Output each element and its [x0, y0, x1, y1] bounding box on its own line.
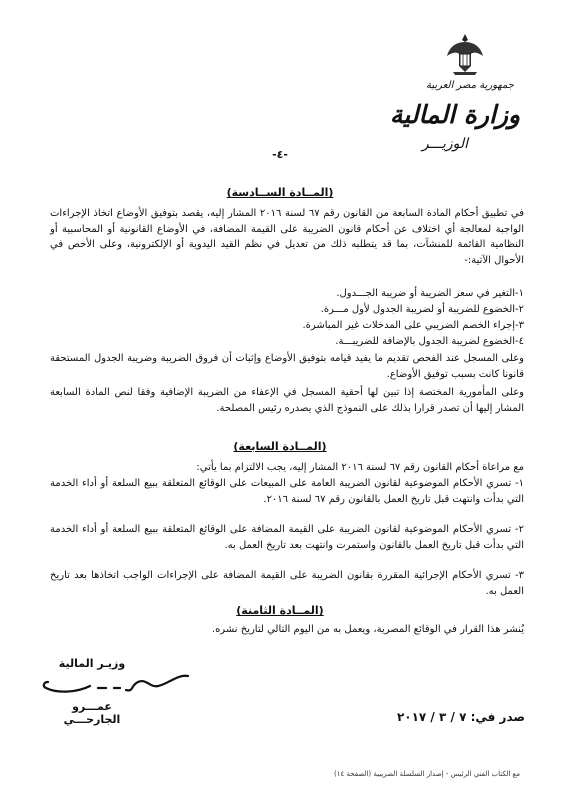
article8-text: يُنشر هذا القرار في الوقائع المصرية، ويعمل به من اليوم التالي لتاريخ نشره. — [211, 624, 524, 635]
article6-intro: في تطبيق أحكام المادة السابعة من القانون رقم ٦٧ لسنة ٢٠١٦ المشار إليه، يقصد بتوفيق الأوضاع اتخاذ الإجراءات الواجبة لمعالجة أي اختلاف عن أحكام قانون الضريبة على القيمة المضافة، في الأوضاع القانونية أو المحاسبية أو النظامية القائمة للمنشآت، بما قد يتطلبه ذلك من تعديل في نظم القيد اليدوية أو الإلكترونية، وعلى الأخص في الأحوال الآتية:- — [50, 208, 524, 266]
header-ministry: وزارة المالية — [389, 100, 521, 129]
article7-intro: مع مراعاة أحكام القانون رقم ٦٧ لسنة ٢٠١٦ المشار إليه، يجب الالتزام بما يأتي: — [196, 462, 524, 473]
signature-title: وزيـر المالية — [58, 657, 126, 670]
page-number: -٤- — [272, 148, 288, 161]
article6-item: ٣-إجراء الخصم الضريبي على المدخلات غير المباشرة. — [302, 320, 524, 331]
article6-item: ٢-الخضوع للضريبة أو لضريبة الجدول لأول مـــرة. — [320, 304, 524, 315]
article6-paragraph-2: وعلى المسجل عند الفحص تقديم ما يفيد قيامه بتوفيق الأوضاع وإثبات أن فروق الضريبة وضريبة الجدول المستحقة قانونا كانت بسبب توفيق الأوضاع. — [50, 353, 524, 380]
article7-item: ٣- تسري الأحكام الإجرائية المقررة بقانون الضريبة على القيمة المضافة على الإجراءات الواجب اتخاذها بعد تاريخ العمل به. — [50, 570, 524, 597]
article7-title: (المــادة السابعة) — [233, 440, 327, 453]
signature-name: عمـــرو الجارحـــي — [63, 700, 121, 726]
article8-title: (المــادة الثامنة) — [236, 604, 324, 617]
header-minister: الوزيـــر — [421, 136, 469, 152]
eagle-emblem-icon — [445, 32, 485, 76]
handwritten-signature-icon — [38, 670, 198, 698]
article6-title: (المــادة الســادسة) — [226, 186, 334, 199]
issue-date: صدر في: ٧ / ٣ / ٢٠١٧ — [396, 710, 525, 724]
footer-note: مع الكتاب الفني الرئيس - إصدار السلسلة الضريبية (الصفحة ١٤) — [333, 770, 520, 778]
article7-item: ٢- تسري الأحكام الموضوعية لقانون الضريبة على القيمة المضافة على الوقائع المتعلقة ببيع السلعة أو أداء الخدمة التي بدأت قبل تاريخ العمل بالقانون واستمرت وانتهت بعد تاريخ العمل به. — [50, 524, 524, 551]
header-country: جمهورية مصر العربية — [426, 80, 514, 91]
article6-paragraph-3: وعلى المأمورية المختصة إذا تبين لها أحقية المسجل في الإعفاء من الضريبة الإضافية وفقا لنص المادة السابعة المشار إليها أن تصدر قرارا بذلك على النموذج الذي يصدره رئيس المصلحة. — [50, 387, 524, 414]
article7-item: ١- تسري الأحكام الموضوعية لقانون الضريبة العامة على المبيعات على الوقائع المتعلقة ببيع السلعة أو أداء الخدمة التي بدأت وانتهت قبل تاريخ العمل بالقانون رقم ٦٧ لسنة ٢٠١٦. — [50, 478, 524, 505]
article6-item: ١-التغير في سعر الضريبة أو ضريبة الجـــدول. — [336, 288, 524, 299]
article6-item: ٤-الخضوع لضريبة الجدول بالإضافة للضريبـــة. — [335, 336, 524, 347]
